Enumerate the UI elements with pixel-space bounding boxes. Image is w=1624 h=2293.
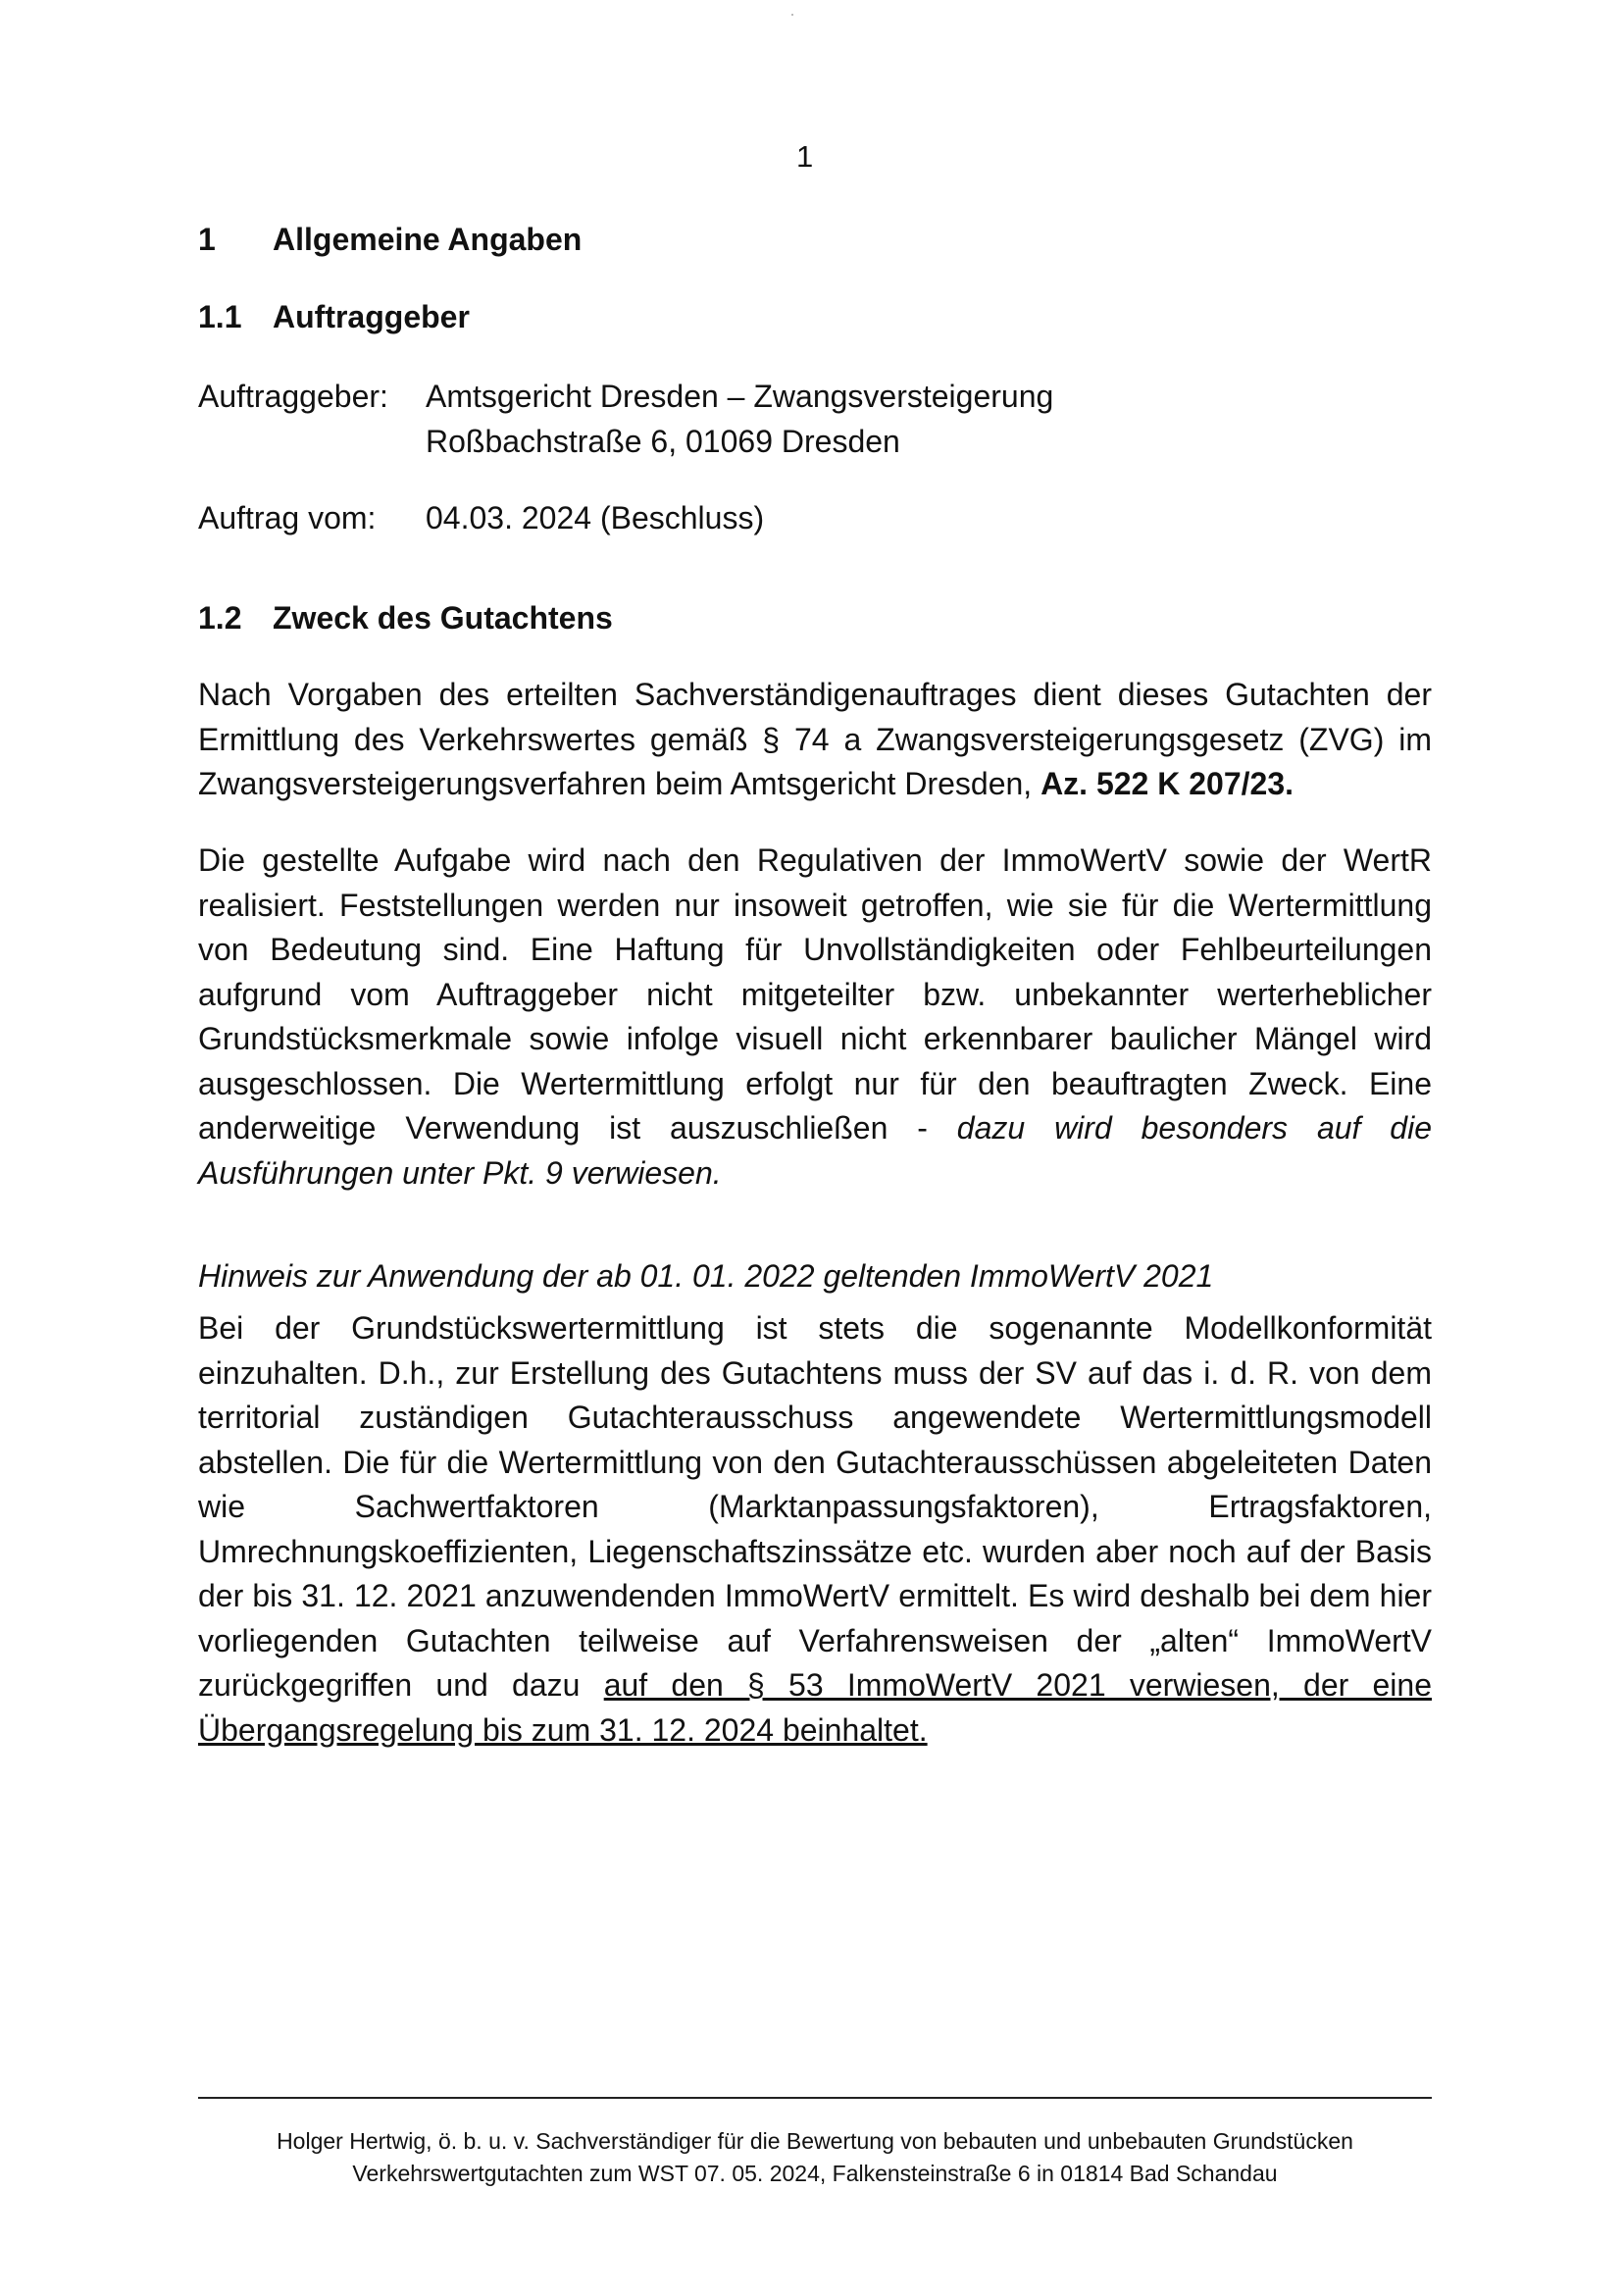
client-name: Amtsgericht Dresden – Zwangsversteigerung bbox=[426, 379, 1054, 414]
client-address: Roßbachstraße 6, 01069 Dresden bbox=[426, 424, 900, 459]
liability-text: Die gestellte Aufgabe wird nach den Regulativen der ImmoWertV sowie der WertR realisiert. Feststellungen werden nur insoweit getroffen, wie sie für die Wertermittlung von Bedeutung sind. Eine Haftung für Unvollständigkeiten oder Fehlbeurteilungen aufgrund vom Auftraggeber nicht mitgeteilter bzw. unbekannter werterheblicher Grundstücksmerkmale sowie infolge visuell nicht erkennbarer baulicher Mängel wird ausgeschlossen. Die Wertermittlung erfolgt nur für den beauftragten Zweck. Eine anderweitige Verwendung ist auszuschließen - bbox=[198, 842, 1432, 1146]
page-number: 1 bbox=[796, 139, 814, 174]
client-label: Auftraggeber: bbox=[198, 379, 388, 414]
note-text: Bei der Grundstückswertermittlung ist stets die sogenannte Modellkonformität einzuhalten. D.h., zur Erstellung des Gutachtens muss der SV auf das i. d. R. von dem territorial zuständigen Gutachterausschuss angewendete Wertermittlungsmodell abstellen. Die für die Wertermittlung von den Gutachterausschüssen abgeleiteten Daten wie Sachwertfaktoren (Marktanpassungsfaktoren), Ertragsfaktoren, Umrechnungskoeffizienten, Liegenschaftszinssätze etc. wurden aber noch auf der Basis der bis 31. 12. 2021 anzuwendenden ImmoWertV ermittelt. Es wird deshalb bei dem hier vorliegenden Gutachten teilweise auf Verfahrensweisen der „alten“ ImmoWertV zurückgegriffen und dazu bbox=[198, 1310, 1432, 1703]
client-block bbox=[198, 374, 1432, 464]
section-title: Auftraggeber bbox=[273, 299, 470, 334]
footer-line-1: Holger Hertwig, ö. b. u. v. Sachverständiger für die Bewertung von bebauten und unbebauten Grundstücken bbox=[277, 2128, 1353, 2154]
note-title: Hinweis zur Anwendung der ab 01. 01. 2022 geltenden ImmoWertV 2021 bbox=[198, 1258, 1214, 1294]
section-heading-1-1 bbox=[198, 299, 470, 335]
order-date-value: 04.03. 2024 (Beschluss) bbox=[426, 500, 765, 535]
order-date-label: Auftrag vom: bbox=[198, 500, 377, 535]
section-number: 1 bbox=[198, 222, 216, 257]
section-heading-1-2 bbox=[198, 600, 613, 637]
footer-line-2: Verkehrswertgutachten zum WST 07. 05. 2024, Falkensteinstraße 6 in 01814 Bad Schandau bbox=[352, 2161, 1278, 2186]
case-number: Az. 522 K 207/23. bbox=[1040, 766, 1294, 801]
section-heading-1 bbox=[198, 222, 582, 258]
order-date-block bbox=[198, 495, 1432, 540]
reference-note: dazu wird besonders auf die Ausführungen unter Pkt. 9 verwiesen. bbox=[198, 1110, 1433, 1191]
footer-divider bbox=[198, 2097, 1432, 2099]
purpose-paragraph-1 bbox=[198, 673, 1432, 807]
section-title: Allgemeine Angaben bbox=[273, 222, 583, 257]
note-paragraph bbox=[198, 1306, 1432, 1753]
section-title: Zweck des Gutachtens bbox=[273, 600, 613, 636]
section-number: 1.1 bbox=[198, 299, 242, 334]
note-underlined-text: auf den § 53 ImmoWertV 2021 verwiesen, der eine Übergangsregelung bis zum 31. 12. 2024 beinhaltet. bbox=[198, 1667, 1433, 1748]
purpose-paragraph-2 bbox=[198, 839, 1432, 1196]
purpose-text: Nach Vorgaben des erteilten Sachverständigenauftrages dient dieses Gutachten der Ermittlung des Verkehrswertes gemäß § 74 a Zwangsversteigerungsgesetz (ZVG) im Zwangsversteigerungsverfahren beim Amtsgericht Dresden, bbox=[198, 677, 1432, 801]
scan-artifact bbox=[791, 14, 793, 16]
section-number: 1.2 bbox=[198, 600, 242, 636]
